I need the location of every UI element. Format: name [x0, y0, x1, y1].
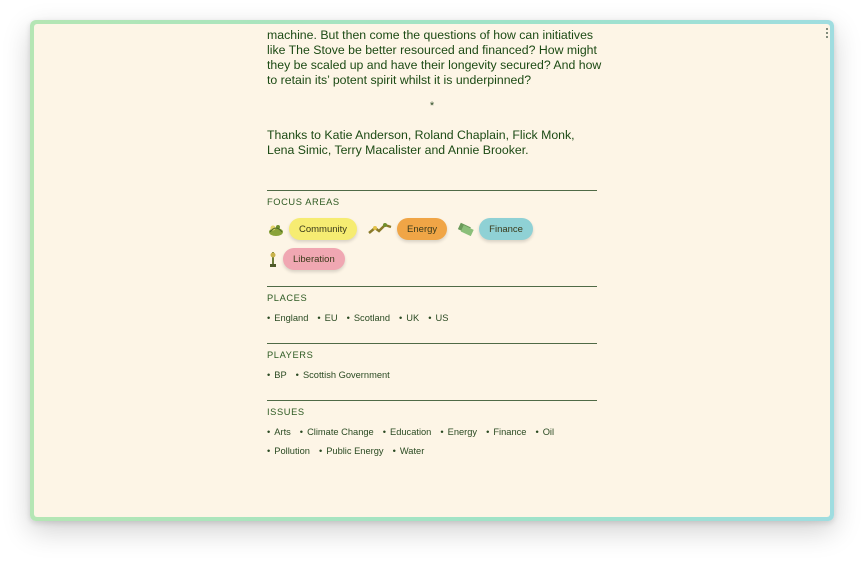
place-link[interactable]: • England: [267, 313, 308, 323]
player-link[interactable]: • Scottish Government: [296, 370, 390, 380]
issue-link[interactable]: • Arts: [267, 427, 291, 437]
issue-link[interactable]: • Finance: [486, 427, 526, 437]
players-title: PLAYERS: [267, 350, 314, 360]
place-link[interactable]: • EU: [317, 313, 337, 323]
browser-window: [30, 20, 834, 521]
tag-liberation[interactable]: Liberation: [283, 248, 345, 270]
issues-list: [267, 427, 597, 456]
scrollbar[interactable]: [825, 28, 829, 40]
page-viewport: [34, 24, 830, 517]
article-paragraph: machine. But then come the questions of how can initiatives like The Stove be better resourced and financed? How might they be scaled up and have their longevity secured? And how to retain its’ potent spirit whilst it is underpinned?: [267, 28, 602, 87]
tag-energy[interactable]: Energy: [397, 218, 447, 240]
player-link[interactable]: • BP: [267, 370, 287, 380]
issues-section: [267, 400, 597, 456]
place-link[interactable]: • Scotland: [347, 313, 390, 323]
tag-finance[interactable]: Finance: [479, 218, 533, 240]
community-icon: [267, 220, 285, 238]
issues-title: ISSUES: [267, 407, 305, 417]
focus-areas-section: [267, 190, 597, 207]
issue-link[interactable]: • Public Energy: [319, 446, 384, 456]
finance-icon: [457, 220, 475, 238]
focus-area-tags: [267, 217, 597, 271]
tag-community[interactable]: Community: [289, 218, 357, 240]
place-link[interactable]: • US: [428, 313, 448, 323]
issue-link[interactable]: • Education: [383, 427, 432, 437]
acknowledgements-paragraph: Thanks to Katie Anderson, Roland Chaplain, Flick Monk, Lena Simic, Terry Macalister and Annie Brooker.: [267, 128, 575, 157]
issue-link[interactable]: • Water: [393, 446, 425, 456]
liberation-icon: [267, 250, 279, 268]
players-section: [267, 343, 597, 380]
focus-areas-title: FOCUS AREAS: [267, 197, 340, 207]
issue-link[interactable]: • Pollution: [267, 446, 310, 456]
issue-link[interactable]: • Climate Change: [300, 427, 374, 437]
energy-icon: [367, 220, 393, 238]
issue-link[interactable]: • Oil: [535, 427, 554, 437]
issue-link[interactable]: • Energy: [440, 427, 477, 437]
players-list: [267, 370, 597, 380]
places-section: [267, 286, 597, 323]
places-list: [267, 313, 597, 323]
places-title: PLACES: [267, 293, 308, 303]
place-link[interactable]: • UK: [399, 313, 419, 323]
section-separator: *: [429, 100, 435, 112]
